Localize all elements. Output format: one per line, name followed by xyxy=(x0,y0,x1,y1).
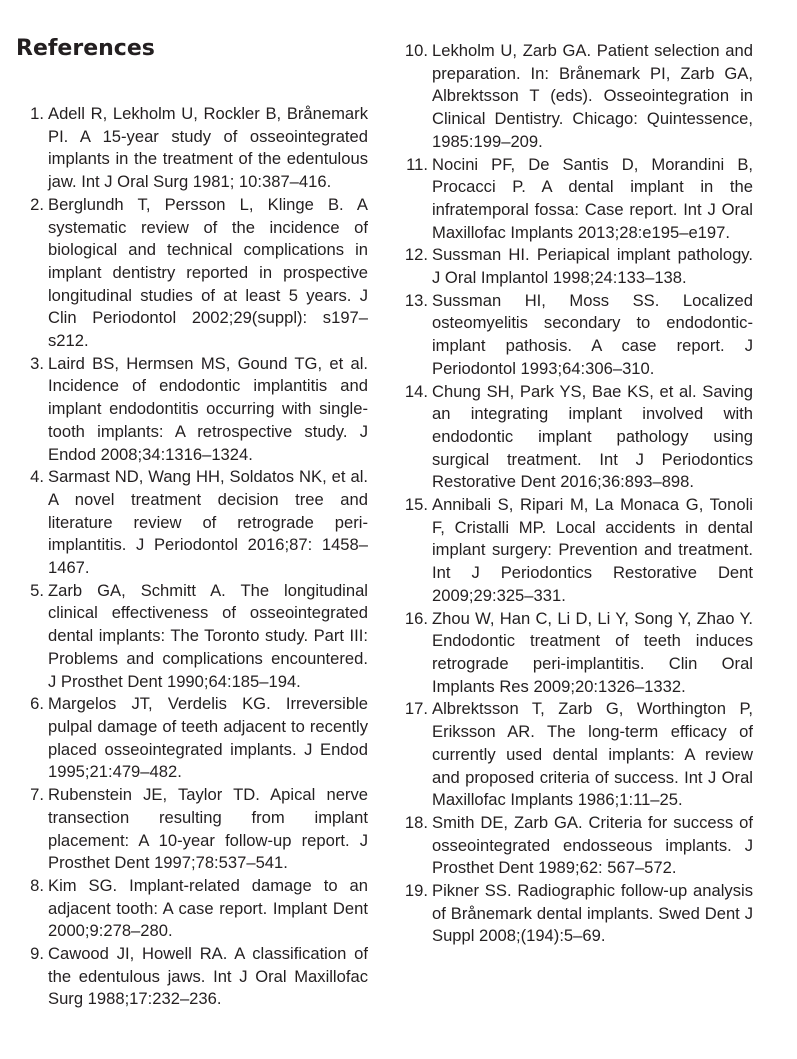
reference-item xyxy=(400,812,753,880)
reference-text: Kim SG. Implant-related damage to an adjacent tooth: A case report. Implant Dent 2000;9:278–280. xyxy=(48,875,368,941)
reference-item xyxy=(400,494,753,608)
reference-number: 18. xyxy=(404,812,428,832)
reference-item xyxy=(16,466,368,580)
reference-number: 17. xyxy=(404,699,428,719)
reference-item xyxy=(16,353,368,467)
reference-text: Adell R, Lekholm U, Rockler B, Brånemark PI. A 15-year study of osseointegrated implants in the treatment of the edentulous jaw. Int J Oral Surg 1981; 10:387–416. xyxy=(48,104,368,192)
reference-item xyxy=(16,784,368,875)
reference-item xyxy=(400,40,753,154)
reference-number: 1. xyxy=(30,104,44,123)
reference-item xyxy=(16,693,368,784)
reference-number: 8. xyxy=(30,875,44,895)
reference-item xyxy=(400,290,753,381)
reference-item xyxy=(400,608,753,699)
reference-text: Nocini PF, De Santis D, Morandini B, Procacci P. A dental implant in the infratemporal fossa: Case report. Int J Oral Maxillofac Implants 2013;28:e195–e197. xyxy=(432,154,753,242)
reference-text: Berglundh T, Persson L, Klinge B. A systematic review of the incidence of biological and technical complications in implant dentistry reported in prospective longitudinal studies of at least 5 years. J Clin Periodontol 2002;29(suppl): s197–s212. xyxy=(48,194,368,351)
reference-text: Annibali S, Ripari M, La Monaca G, Tonoli F, Cristalli MP. Local accidents in dental implant surgery: Prevention and treatment. Int J Periodontics Restorative Dent 2009;29:325–331. xyxy=(432,495,753,605)
reference-number: 4. xyxy=(30,467,44,487)
reference-text: Zarb GA, Schmitt A. The longitudinal clinical effectiveness of osseointegrated dental implants: The Toronto study. Part III: Problems and complications encountered. J Prosthet Dent 1990;64:185–194. xyxy=(48,580,368,691)
reference-item xyxy=(400,154,753,245)
reference-text: Pikner SS. Radiographic follow-up analysis of Brånemark dental implants. Swed Dent J Suppl 2008;(194):5–69. xyxy=(432,881,753,946)
reference-text: Laird BS, Hermsen MS, Gound TG, et al. Incidence of endodontic implantitis and implant endodontitis occurring with single-tooth implants: A retrospective study. J Endod 2008;34:1316–1324. xyxy=(48,353,368,464)
reference-number: 13. xyxy=(404,290,428,310)
reference-item xyxy=(16,194,368,353)
reference-item xyxy=(16,875,368,943)
reference-text: Chung SH, Park YS, Bae KS, et al. Saving an integrating implant involved with endodontic implant pathology using surgical treatment. Int J Periodontics Restorative Dent 2016;36:893–898. xyxy=(432,381,753,492)
reference-item xyxy=(16,580,368,694)
reference-item xyxy=(16,943,368,1011)
reference-item xyxy=(400,698,753,812)
reference-item xyxy=(16,103,368,194)
reference-number: 10. xyxy=(404,41,428,60)
reference-item xyxy=(400,244,753,289)
reference-text: Smith DE, Zarb GA. Criteria for success of osseointegrated endosseous implants. J Prosthet Dent 1989;62: 567–572. xyxy=(432,812,753,878)
reference-text: Sarmast ND, Wang HH, Soldatos NK, et al. A novel treatment decision tree and literature review of retrograde peri-implantitis. J Periodontol 2016;87: 1458–1467. xyxy=(48,467,368,578)
reference-text: Zhou W, Han C, Li D, Li Y, Song Y, Zhao Y. Endodontic treatment of teeth induces retrograde peri-implantitis. Clin Oral Implants Res 2009;20:1326–1332. xyxy=(432,608,753,696)
reference-number: 12. xyxy=(404,245,428,265)
references-heading: References xyxy=(16,36,155,61)
reference-item xyxy=(400,381,753,495)
reference-text: Sussman HI. Periapical implant pathology. J Oral Implantol 1998;24:133–138. xyxy=(432,245,753,288)
reference-number: 9. xyxy=(30,944,44,964)
reference-number: 3. xyxy=(30,353,44,373)
reference-number: 6. xyxy=(30,694,44,714)
reference-number: 19. xyxy=(404,881,428,901)
reference-item xyxy=(400,880,753,948)
references-column-right xyxy=(400,40,753,948)
reference-number: 14. xyxy=(404,381,428,401)
reference-text: Rubenstein JE, Taylor TD. Apical nerve transection resulting from implant placement: A 10-year follow-up report. J Prosthet Dent 1997;78:537–541. xyxy=(48,785,368,873)
reference-number: 15. xyxy=(404,495,428,515)
reference-text: Margelos JT, Verdelis KG. Irreversible pulpal damage of teeth adjacent to recently placed osseointegrated implants. J Endod 1995;21:479–482. xyxy=(48,694,368,782)
reference-text: Lekholm U, Zarb GA. Patient selection and preparation. In: Brånemark PI, Zarb GA, Albrektsson T (eds). Osseointegration in Clinical Dentistry. Chicago: Quintessence, 1985:199–209. xyxy=(432,41,753,151)
reference-number: 11. xyxy=(406,154,428,174)
reference-number: 16. xyxy=(404,608,428,628)
reference-text: Albrektsson T, Zarb G, Worthington P, Eriksson AR. The long-term efficacy of currently used dental implants: A review and proposed criteria of success. Int J Oral Maxillofac Implants 1986;1:11–25. xyxy=(432,699,753,810)
references-column-left xyxy=(16,103,368,1011)
reference-text: Sussman HI, Moss SS. Localized osteomyelitis secondary to endodontic-implant pathosis. A case report. J Periodontol 1993;64:306–310. xyxy=(432,290,753,378)
reference-text: Cawood JI, Howell RA. A classification of the edentulous jaws. Int J Oral Maxillofac Surg 1988;17:232–236. xyxy=(48,944,368,1009)
reference-number: 2. xyxy=(30,194,44,214)
reference-number: 7. xyxy=(30,785,44,805)
reference-number: 5. xyxy=(30,580,44,600)
